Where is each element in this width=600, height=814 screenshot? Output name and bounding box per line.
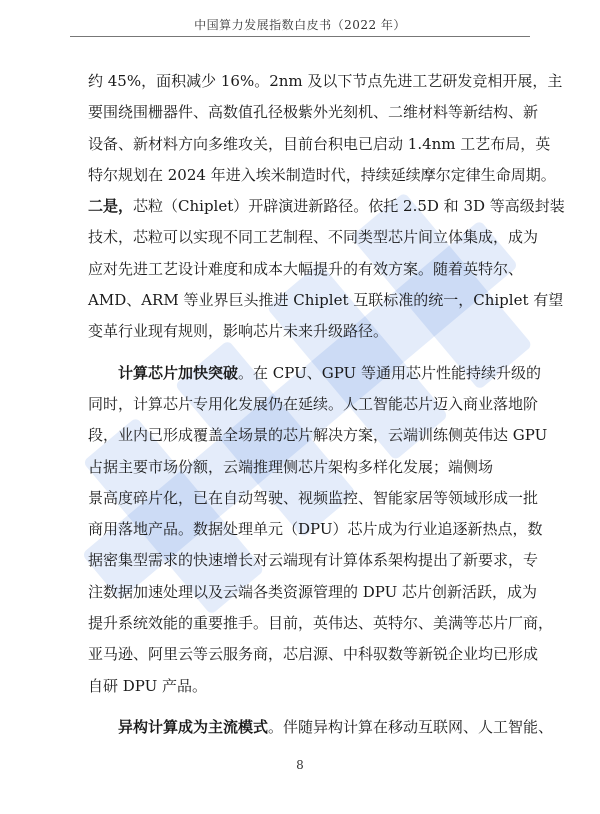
page-number: 8 xyxy=(296,758,304,772)
text-line: 技术，芯粒可以实现不同工艺制程、不同类型芯片间立体集成，成为 xyxy=(88,228,539,247)
text-line: 自研 DPU 产品。 xyxy=(88,676,208,695)
text-line: 变革行业现有规则，影响芯片未来升级路径。 xyxy=(88,322,389,341)
text-line: 提升系统效能的重要推手。目前，英伟达、英特尔、美满等芯片厂商， xyxy=(88,614,554,633)
text-line: 同时，计算芯片专用化发展仍在延续。人工智能芯片迈入商业落地阶 xyxy=(88,394,539,413)
text-line: 设备、新材料方向多维攻关，目前台积电已启动 1.4nm 工艺布局，英 xyxy=(88,134,551,153)
text-line: 据密集型需求的快速增长对云端现有计算体系架构提出了新要求，专 xyxy=(88,551,539,570)
text-line: 异构计算成为主流模式。伴随异构计算在移动互联网、人工智能、 xyxy=(118,717,554,736)
paragraph-compute-chips xyxy=(88,358,554,702)
text-line: 计算芯片加快突破。在 CPU、GPU 等通用芯片性能持续升级的 xyxy=(118,363,541,382)
running-header: 中国算力发展指数白皮书（2022 年） xyxy=(194,18,406,32)
text-line: 段，业内已形成覆盖全场景的芯片解决方案，云端训练侧英伟达 GPU xyxy=(88,426,548,445)
text-line: 景高度碎片化，已在自动驾驶、视频监控、智能家居等领域形成一批 xyxy=(88,488,539,507)
lead-phrase: 异构计算成为主流模式 xyxy=(118,717,269,736)
text-line: AMD、ARM 等业界巨头推进 Chiplet 互联标准的统一，Chiplet 有望 xyxy=(88,291,564,310)
text-line: 应对先进工艺设计难度和成本大幅提升的有效方案。随着英特尔、 xyxy=(88,259,524,278)
text-line: 二是，芯粒（Chiplet）开辟演进新路径。依托 2.5D 和 3D 等高级封装 xyxy=(88,197,565,216)
text-line: 特尔规划在 2024 年进入埃米制造时代，持续延续摩尔定律生命周期。 xyxy=(88,165,556,184)
paragraph-process-nodes xyxy=(88,66,563,191)
text-line: 约 45%，面积减少 16%。2nm 及以下节点先进工艺研发竞相开展，主 xyxy=(88,72,563,90)
header-rule xyxy=(70,36,530,37)
page-body xyxy=(88,66,565,743)
paragraph-chiplet xyxy=(88,191,565,347)
lead-phrase: 二是， xyxy=(88,197,134,216)
text-line: 注数据加速处理以及云端各类资源管理的 DPU 芯片创新活跃，成为 xyxy=(88,582,538,601)
text-line: 要围绕围栅器件、高数值孔径极紫外光刻机、二维材料等新结构、新 xyxy=(88,103,539,122)
lead-phrase: 计算芯片加快突破 xyxy=(118,363,239,382)
text-line: 商用落地产品。数据处理单元（DPU）芯片成为行业追逐新热点，数 xyxy=(88,520,543,539)
paragraph-heterogeneous xyxy=(88,712,554,743)
text-line: 占据主要市场份额，云端推理侧芯片架构多样化发展；端侧场 xyxy=(88,457,494,476)
text-line: 亚马逊、阿里云等云服务商，芯启源、中科驭数等新锐企业均已形成 xyxy=(88,645,539,664)
